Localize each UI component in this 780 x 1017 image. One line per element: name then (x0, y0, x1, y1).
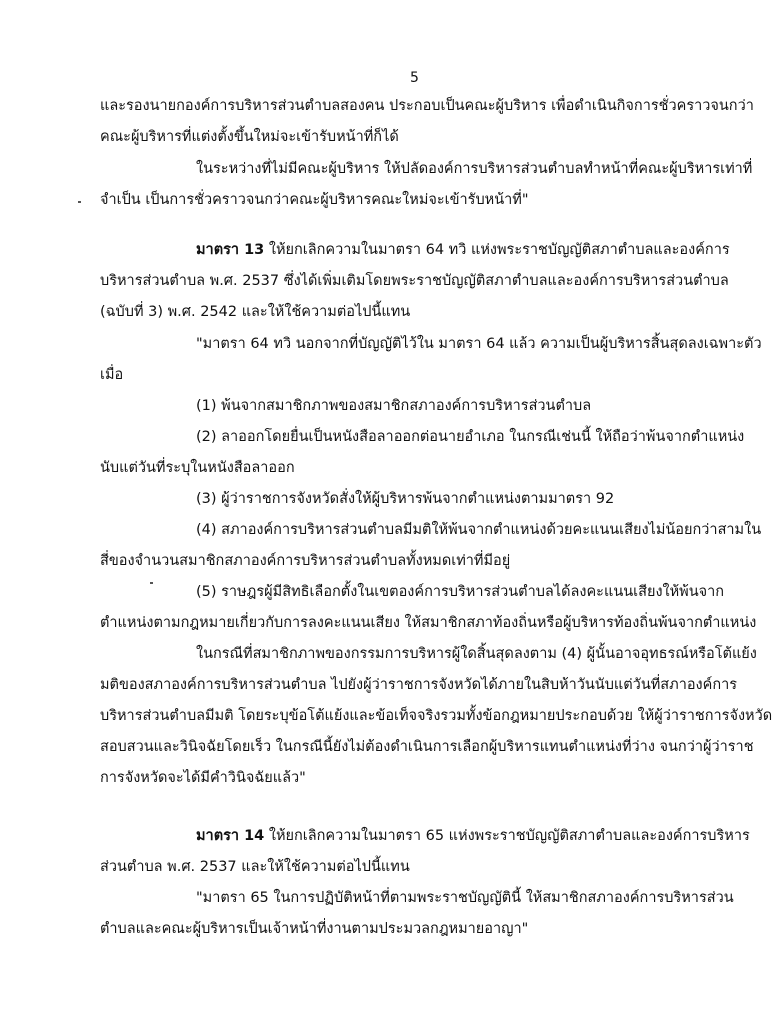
text-line: คณะผู้บริหารที่แต่งตั้งขึ้นใหม่จะเข้ารับหน้าที่ก็ได้ (100, 129, 399, 145)
text-line: ให้ยกเลิกความในมาตรา 65 แห่งพระราชบัญญัติสภาตำบลและองค์การบริหาร (268, 828, 750, 844)
text-line: จำเป็น เป็นการชั่วคราวจนกว่าคณะผู้บริหารคณะใหม่จะเข้ารับหน้าที่" (100, 192, 529, 208)
page-number: 5 (410, 70, 419, 86)
section-label: มาตรา 13 (196, 242, 265, 258)
text-line: ในกรณีที่สมาชิกภาพของกรรมการบริหารผู้ใดสิ้นสุดลงตาม (4) ผู้นั้นอาจอุทธรณ์หรือโต้แย้ง (196, 646, 757, 662)
scan-speck (150, 582, 153, 584)
text-line: "มาตรา 65 ในการปฏิบัติหน้าที่ตามพระราชบัญญัตินี้ ให้สมาชิกสภาองค์การบริหารส่วน (196, 890, 734, 906)
text-line: และรองนายกองค์การบริหารส่วนตำบลสองคน ประกอบเป็นคณะผู้บริหาร เพื่อดำเนินกิจการชั่วคราวจนกว่า (100, 98, 754, 114)
text-line: เมื่อ (100, 367, 124, 383)
list-item: (5) ราษฎรผู้มีสิทธิเลือกตั้งในเขตองค์การบริหารส่วนตำบลได้ลงคะแนนเสียงให้พ้นจาก (196, 584, 725, 600)
text-line: ส่วนตำบล พ.ศ. 2537 และให้ใช้ความต่อไปนี้แทน (100, 859, 410, 875)
list-item: (2) ลาออกโดยยื่นเป็นหนังสือลาออกต่อนายอำเภอ ในกรณีเช่นนี้ ให้ถือว่าพ้นจากตำแหน่ง (196, 429, 745, 445)
text-line: ตำบลและคณะผู้บริหารเป็นเจ้าหน้าที่งานตามประมวลกฎหมายอาญา" (100, 921, 529, 937)
text-line: "มาตรา 64 ทวิ นอกจากที่บัญญัติไว้ใน มาตรา 64 แล้ว ความเป็นผู้บริหารสิ้นสุดลงเฉพาะตัว (196, 336, 762, 352)
list-item: (3) ผู้ว่าราชการจังหวัดสั่งให้ผู้บริหารพ้นจากตำแหน่งตามมาตรา 92 (196, 491, 615, 507)
text-line: สี่ของจำนวนสมาชิกสภาองค์การบริหารส่วนตำบลทั้งหมดเท่าที่มีอยู่ (100, 553, 511, 569)
text-line: สอบสวนและวินิจฉัยโดยเร็ว ในกรณีนี้ยังไม่ต้องดำเนินการเลือกผู้บริหารแทนตำแหน่งที่ว่าง จนกว่าผู้ว่าราช (100, 739, 754, 755)
text-line: (ฉบับที่ 3) พ.ศ. 2542 และให้ใช้ความต่อไปนี้แทน (100, 304, 411, 320)
list-item: (1) พ้นจากสมาชิกภาพของสมาชิกสภาองค์การบริหารส่วนตำบล (196, 398, 592, 414)
text-line: การจังหวัดจะได้มีคำวินิจฉัยแล้ว" (100, 770, 306, 786)
text-line: ในระหว่างที่ไม่มีคณะผู้บริหาร ให้ปลัดองค์การบริหารส่วนตำบลทำหน้าที่คณะผู้บริหารเท่าที่ (196, 161, 753, 177)
text-line: บริหารส่วนตำบลมีมติ โดยระบุข้อโต้แย้งและข้อเท็จจริงรวมทั้งข้อกฎหมายประกอบด้วย ให้ผู้ว่าราชการจังหวัด (100, 708, 773, 724)
text-line: มติของสภาองค์การบริหารส่วนตำบล ไปยังผู้ว่าราชการจังหวัดได้ภายในสิบห้าวันนับแต่วันที่สภาองค์การ (100, 677, 738, 693)
text-line: บริหารส่วนตำบล พ.ศ. 2537 ซึ่งได้เพิ่มเติมโดยพระราชบัญญัติสภาตำบลและองค์การบริหารส่วนตำบล (100, 273, 729, 289)
section-heading-line (196, 240, 730, 260)
section-heading-line (196, 826, 750, 846)
list-item: (4) สภาองค์การบริหารส่วนตำบลมีมติให้พ้นจากตำแหน่งด้วยคะแนนเสียงไม่น้อยกว่าสามใน (196, 522, 762, 538)
scan-speck (78, 201, 81, 203)
section-label: มาตรา 14 (196, 828, 265, 844)
text-line: ตำแหน่งตามกฎหมายเกี่ยวกับการลงคะแนนเสียง ให้สมาชิกสภาท้องถิ่นหรือผู้บริหารท้องถิ่นพ้นจากตำแหน่ง (100, 615, 757, 631)
text-line: ให้ยกเลิกความในมาตรา 64 ทวิ แห่งพระราชบัญญัติสภาตำบลและองค์การ (268, 242, 730, 258)
text-line: นับแต่วันที่ระบุในหนังสือลาออก (100, 460, 295, 476)
